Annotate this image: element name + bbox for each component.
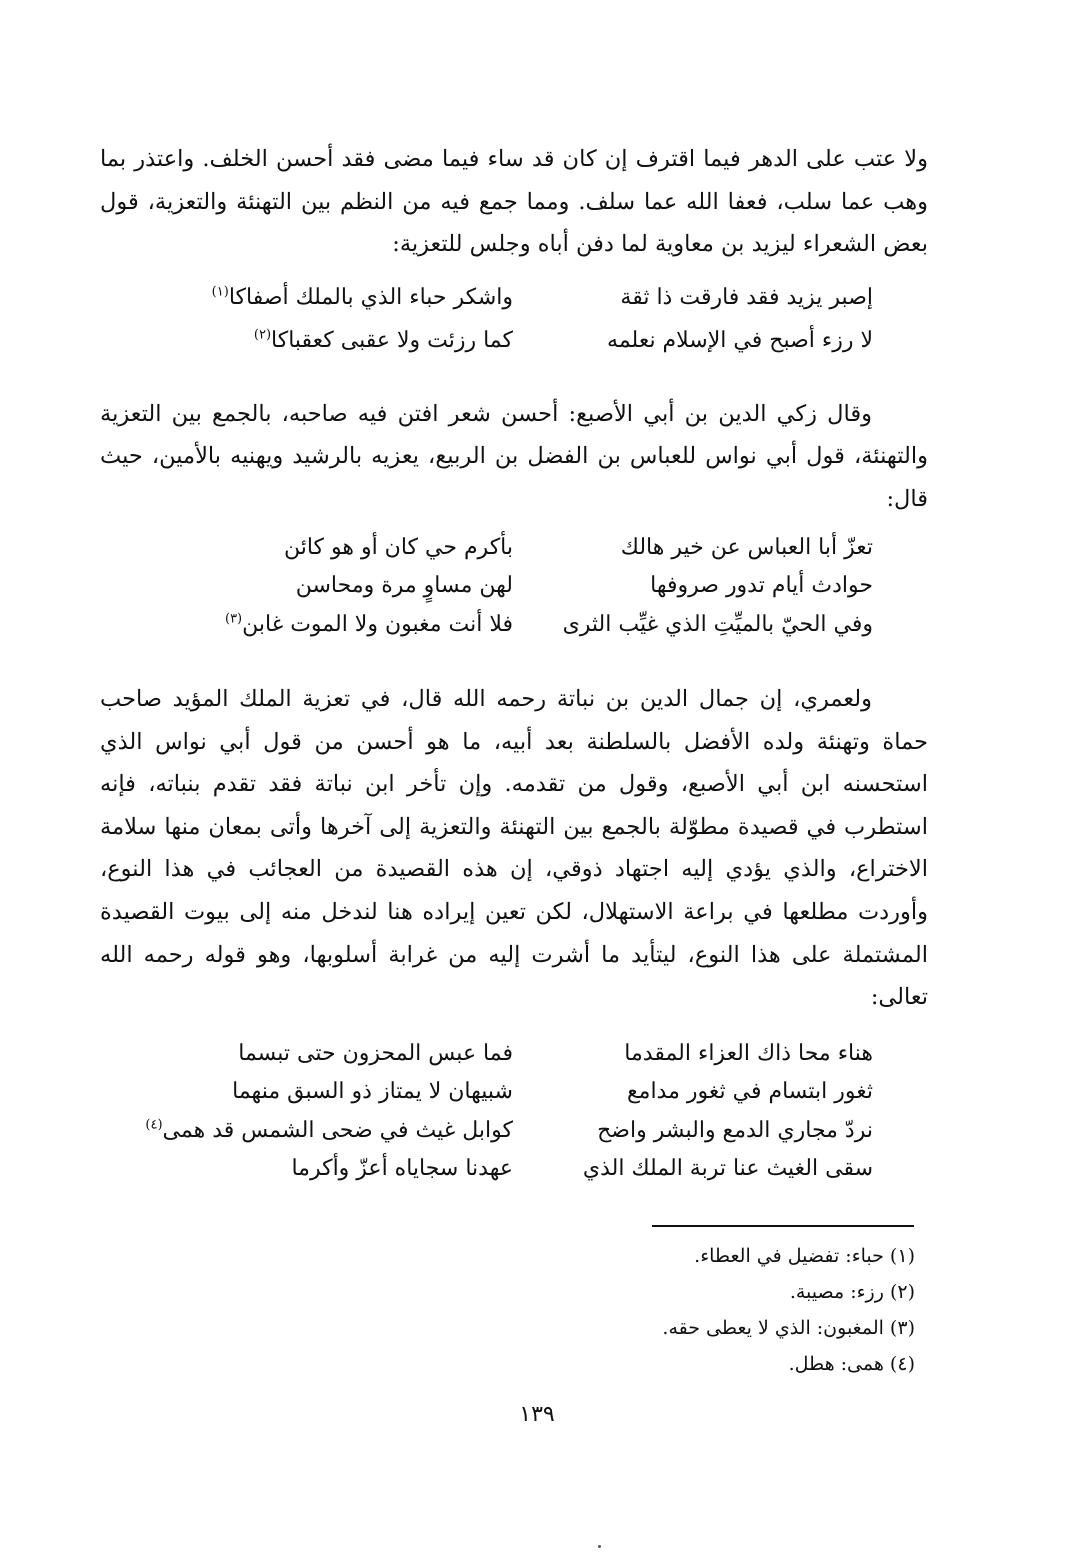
footnote-ref: (٣) xyxy=(224,611,243,627)
verse-hemistich-2: كوابل غيث في ضحى الشمس قد همى$^{(٤)}$ xyxy=(145,1117,513,1143)
verse-hemistich-1: هناء محا ذاك العزاء المقدما xyxy=(624,1040,873,1066)
verse-hemistich-1: لا رزء أصبح في الإسلام نعلمه xyxy=(607,328,873,354)
verse-hemistich-2: بأكرم حي كان أو هو كائن xyxy=(283,534,513,560)
verse-hemistich-2: لهن مساوٍ مرة ومحاسن xyxy=(295,573,513,599)
verse-line xyxy=(100,276,928,320)
scan-speck xyxy=(598,1545,601,1548)
verse-line xyxy=(100,1150,928,1189)
verse-line xyxy=(100,1073,928,1112)
verse-hemistich-2: عهدنا سجاياه أعزّ وأكرما xyxy=(291,1156,513,1182)
verse-line xyxy=(100,529,928,568)
verse-line xyxy=(100,606,928,645)
footnote-1: (١) حباء: تفضيل في العطاء. xyxy=(694,1245,915,1267)
page-body xyxy=(100,138,928,1189)
verse-hemistich-1: إصبر يزيد فقد فارقت ذا ثقة xyxy=(620,284,873,310)
footnotes xyxy=(470,1238,915,1382)
verse-hemistich-2: شبيهان لا يمتاز ذو السبق منهما xyxy=(232,1079,513,1105)
verse-hemistich-2: واشكر حباء الذي بالملك أصفاكا$^{(١)}$ xyxy=(211,284,513,310)
verse-line xyxy=(100,319,928,363)
verse-hemistich-2: فلا أنت مغبون ولا الموت غابن$^{(٣)}$ xyxy=(224,611,513,637)
paragraph-2: وقال زكي الدين بن أبي الأصبع: أحسن شعر افتن فيه صاحبه، بالجمع بين التعزية والتهنئة، قول أبي نواس للعباس بن الفضل بن الربيع، يعزيه بالرشيد ويهنيه بالأمين، حيث قال: xyxy=(100,400,928,512)
verse-block-yazid xyxy=(100,276,928,363)
verse-hemistich-2: كما رزئت ولا عقبى كعقباكا$^{(٢)}$ xyxy=(253,327,513,354)
verse-hemistich-1: حوادث أيام تدور صروفها xyxy=(650,573,873,599)
verse-line xyxy=(100,567,928,606)
footnote-3: (٣) المغبون: الذي لا يعطى حقه. xyxy=(662,1317,915,1339)
verse-hemistich-2: فما عبس المحزون حتى تبسما xyxy=(238,1040,513,1066)
verse-block-abu-nuwas xyxy=(100,529,928,645)
verse-hemistich-1: تعزّ أبا العباس عن خير هالك xyxy=(620,534,873,560)
verse-line xyxy=(100,1035,928,1074)
footnote-ref: (٢) xyxy=(253,327,272,343)
page-number: ١٣٩ xyxy=(519,1402,555,1427)
verse-hemistich-1: ثغور ابتسام في ثغور مدامع xyxy=(626,1079,873,1105)
verse-hemistich-1: نردّ مجاري الدمع والبشر واضح xyxy=(597,1117,873,1143)
verse-line xyxy=(100,1112,928,1151)
footnote-ref: (١) xyxy=(211,284,229,300)
footnote-ref: (٤) xyxy=(145,1117,163,1133)
footnote-2: (٢) رزء: مصيبة. xyxy=(789,1281,915,1303)
verse-hemistich-1: سقى الغيث عنا تربة الملك الذي xyxy=(582,1156,873,1182)
verse-hemistich-1: وفي الحيّ بالميِّتِ الذي غيِّب الثرى xyxy=(562,611,873,637)
footnote-4: (٤) همى: هطل. xyxy=(788,1353,915,1375)
footnote-divider xyxy=(652,1225,914,1227)
verse-block-ibn-nubata xyxy=(100,1035,928,1189)
paragraph-3: ولعمري، إن جمال الدين بن نباتة رحمه الله قال، في تعزية الملك المؤيد صاحب حماة وتهنئة ولده الأفضل بالسلطنة بعد أبيه، ما هو أحسن من قول أبي نواس الذي استحسنه ابن أبي الأصبع، وقول من تقدمه. وإن تأخر ابن نباتة فقد تقدم بنباته، فإنه استطرب في قصيدة مطوّلة بالجمع بين التهنئة والتعزية إلى آخرها وأتى بمعان منها سلامة الاختراع، والذي يؤدي إليه اجتهاد ذوقي، إن هذه القصيدة من العجائب في هذا النوع، وأوردت مطلعها في براعة الاستهلال، لكن تعين إيراده هنا لندخل منه إلى بيوت القصيدة المشتملة على هذا النوع، ليتأيد ما أشرت إليه من غرابة أسلوبها، وهو قوله رحمه الله تعالى: xyxy=(100,686,928,1011)
paragraph-1: ولا عتب على الدهر فيما اقترف إن كان قد ساء فيما مضى فقد أحسن الخلف. واعتذر بما وهب عما سلب، فعفا الله عما سلف. ومما جمع فيه من النظم بين التهنئة والتعزية، قول بعض الشعراء ليزيد بن معاوية لما دفن أباه وجلس للتعزية: xyxy=(100,146,928,258)
